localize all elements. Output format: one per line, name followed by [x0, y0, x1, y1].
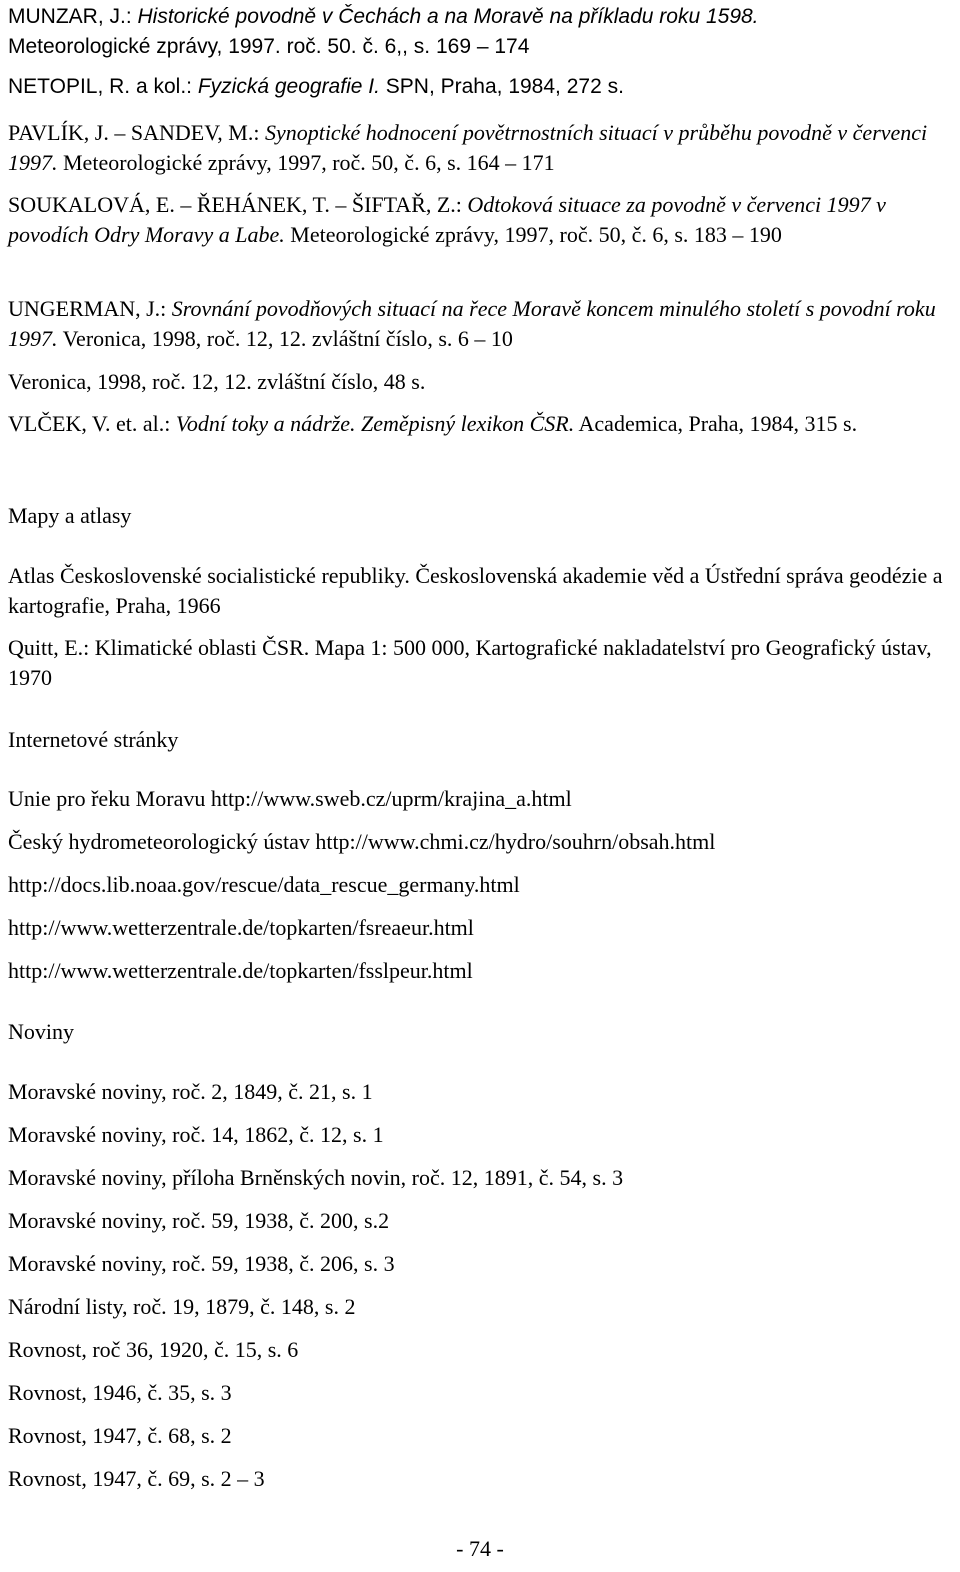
reference-publication: Meteorologické zprávy, 1997. roč. 50. č. 6,, s. 169 – 174 [8, 35, 530, 58]
reference-title: Odtoková situace za povodně v červenci 1997 v povodích Odry Moravy a Labe. [8, 192, 886, 247]
reference-publication: Meteorologické zprávy, 1997, roč. 50, č. 6, s. 164 – 171 [57, 150, 555, 175]
news-entry: Moravské noviny, roč. 2, 1849, č. 21, s. 1 [8, 1079, 373, 1104]
maps-heading: Mapy a atlasy [8, 503, 132, 528]
reference-author: NETOPIL, R. a kol.: [8, 75, 198, 98]
news-entry: Moravské noviny, roč. 14, 1862, č. 12, s. 1 [8, 1122, 384, 1147]
reference-veronica [8, 367, 956, 397]
reference-munzar [8, 2, 956, 62]
news-entry: Národní listy, roč. 19, 1879, č. 148, s. 2 [8, 1294, 356, 1319]
reference-soukalova [8, 190, 956, 250]
web-entry: http://docs.lib.noaa.gov/rescue/data_rescue_germany.html [8, 872, 520, 897]
map-entry: Quitt, E.: Klimatické oblasti ČSR. Mapa 1: 500 000, Kartografické nakladatelství pro Geografický ústav, 1970 [8, 635, 932, 690]
news-entry: Moravské noviny, roč. 59, 1938, č. 200, s.2 [8, 1208, 390, 1233]
reference-publication: Veronica, 1998, roč. 12, 12. zvláštní číslo, s. 6 – 10 [57, 326, 513, 351]
reference-title: Historické povodně v Čechách a na Moravě na příkladu roku 1598. [137, 5, 759, 28]
web-entry: http://www.wetterzentrale.de/topkarten/fsslpeur.html [8, 958, 473, 983]
reference-author: SOUKALOVÁ, E. – ŘEHÁNEK, T. – ŠIFTAŘ, Z.: [8, 192, 468, 217]
reference-vlcek [8, 409, 956, 439]
reference-author: VLČEK, V. et. al.: [8, 411, 176, 436]
reference-author: UNGERMAN, J.: [8, 296, 172, 321]
reference-publication: Academica, Praha, 1984, 315 s. [574, 411, 858, 436]
map-entry: Atlas Československé socialistické republiky. Československá akademie věd a Ústřední správa geodézie a kartografie, Praha, 1966 [8, 563, 943, 618]
reference-publication: Meteorologické zprávy, 1997, roč. 50, č. 6, s. 183 – 190 [284, 222, 782, 247]
news-entry: Moravské noviny, příloha Brněnských novin, roč. 12, 1891, č. 54, s. 3 [8, 1165, 624, 1190]
reference-author: MUNZAR, J.: [8, 5, 138, 28]
web-entry: Český hydrometeorologický ústav http://www.chmi.cz/hydro/souhrn/obsah.html [8, 829, 716, 854]
reference-title: Srovnání povodňových situací na řece Moravě koncem minulého století s povodní roku 1997. [8, 296, 936, 351]
news-entry: Moravské noviny, roč. 59, 1938, č. 206, s. 3 [8, 1251, 395, 1276]
reference-title: Vodní toky a nádrže. Zeměpisný lexikon ČSR. [175, 411, 575, 436]
reference-ungerman [8, 294, 956, 354]
page-number: - 74 - [456, 1536, 504, 1561]
web-entry: Unie pro řeku Moravu http://www.sweb.cz/uprm/krajina_a.html [8, 786, 572, 811]
news-entry: Rovnost, roč 36, 1920, č. 15, s. 6 [8, 1337, 299, 1362]
reference-title: Fyzická geografie I. [197, 75, 380, 98]
news-entry: Rovnost, 1947, č. 69, s. 2 – 3 [8, 1466, 265, 1491]
reference-pavlik [8, 118, 956, 178]
news-entry: Rovnost, 1946, č. 35, s. 3 [8, 1380, 232, 1405]
reference-netopil [8, 72, 956, 102]
news-heading: Noviny [8, 1019, 74, 1044]
web-entry: http://www.wetterzentrale.de/topkarten/fsreaeur.html [8, 915, 474, 940]
news-entry: Rovnost, 1947, č. 68, s. 2 [8, 1423, 232, 1448]
reference-publication: SPN, Praha, 1984, 272 s. [379, 75, 624, 98]
reference-title: Synoptické hodnocení povětrnostních situací v průběhu povodně v červenci 1997. [8, 120, 928, 175]
reference-text: Veronica, 1998, roč. 12, 12. zvláštní číslo, 48 s. [8, 369, 426, 394]
web-heading: Internetové stránky [8, 727, 179, 752]
reference-author: PAVLÍK, J. – SANDEV, M.: [8, 120, 265, 145]
